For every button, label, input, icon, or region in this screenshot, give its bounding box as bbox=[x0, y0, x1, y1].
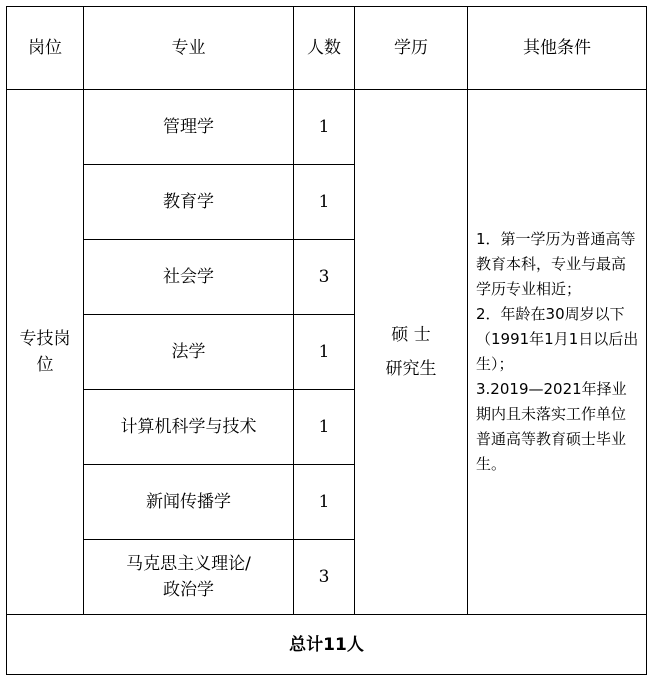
major-cell bbox=[84, 540, 294, 615]
count-cell: 3 bbox=[294, 540, 355, 615]
count-cell: 1 bbox=[294, 165, 355, 240]
position-cell bbox=[7, 90, 84, 615]
table-row bbox=[7, 90, 647, 165]
education-cell bbox=[355, 90, 468, 615]
count-cell: 1 bbox=[294, 390, 355, 465]
education-line2: 研究生 bbox=[385, 359, 437, 379]
major-cell: 管理学 bbox=[84, 90, 294, 165]
condition-item-3: 3.2019—2021年择业期内且未落实工作单位普通高等教育硕士毕业生。 bbox=[476, 380, 627, 473]
header-other-conditions: 其他条件 bbox=[468, 7, 647, 90]
education-line1: 硕 士 bbox=[391, 325, 431, 345]
count-cell: 1 bbox=[294, 465, 355, 540]
condition-item-2: 2．年龄在30周岁以下（1991年1月1日以后出生）； bbox=[476, 305, 639, 373]
total-cell: 总计11人 bbox=[7, 615, 647, 675]
major-cell: 教育学 bbox=[84, 165, 294, 240]
major-line2: 政治学 bbox=[163, 580, 214, 600]
total-row bbox=[7, 615, 647, 675]
major-cell: 计算机科学与技术 bbox=[84, 390, 294, 465]
count-cell: 3 bbox=[294, 240, 355, 315]
header-major: 专业 bbox=[84, 7, 294, 90]
header-education: 学历 bbox=[355, 7, 468, 90]
count-cell: 1 bbox=[294, 315, 355, 390]
header-row bbox=[7, 7, 647, 90]
major-cell: 社会学 bbox=[84, 240, 294, 315]
condition-item-1: 1．第一学历为普通高等教育本科，专业与最高学历专业相近； bbox=[476, 230, 636, 298]
conditions-cell bbox=[468, 90, 647, 615]
major-line1: 马克思主义理论/ bbox=[126, 554, 251, 574]
major-cell: 法学 bbox=[84, 315, 294, 390]
header-position: 岗位 bbox=[7, 7, 84, 90]
recruitment-table bbox=[6, 6, 647, 675]
major-cell: 新闻传播学 bbox=[84, 465, 294, 540]
position-name-line1: 专技岗 bbox=[19, 329, 71, 349]
position-name-line2: 位 bbox=[36, 355, 54, 375]
header-count: 人数 bbox=[294, 7, 355, 90]
count-cell: 1 bbox=[294, 90, 355, 165]
